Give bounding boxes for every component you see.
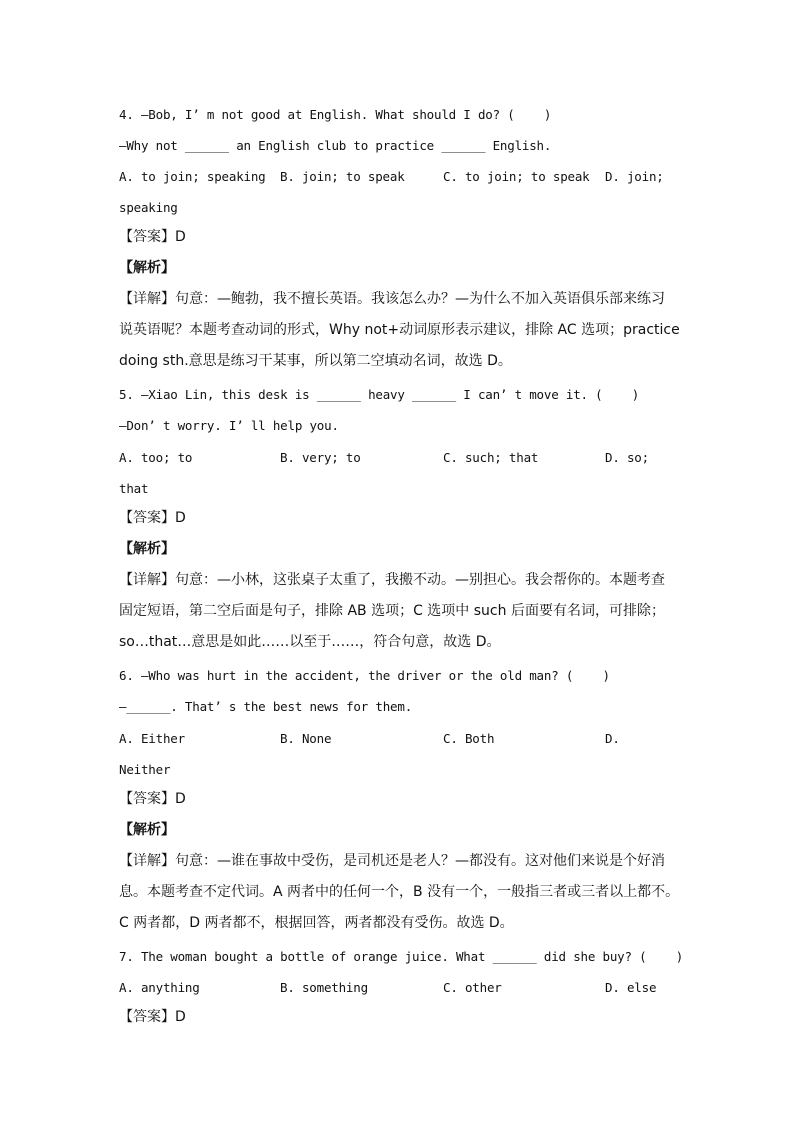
question-6-detail-line1: 【详解】句意：—谁在事故中受伤，是司机还是老人？—都没有。这对他们来说是个好消: [119, 853, 665, 869]
question-6-stem-line2: —______. That’ s the best news for them.: [119, 699, 413, 714]
question-4-option-d-overflow: speaking: [119, 200, 178, 215]
question-7-option-d: D. else: [605, 980, 657, 995]
question-7-option-b: B. something: [280, 980, 368, 995]
question-6-option-d-overflow: Neither: [119, 762, 171, 777]
question-6-option-a: A. Either: [119, 731, 185, 746]
question-5-analysis-label: 【解析】: [119, 541, 175, 557]
question-6-stem: 6. —Who was hurt in the accident, the driver or the old man? ( ): [119, 668, 610, 683]
question-5-option-c: C. such; that: [443, 450, 539, 465]
question-4-detail-line3: doing sth.意思是练习干某事，所以第二空填动名词，故选 D。: [119, 353, 512, 369]
question-6-option-b: B. None: [280, 731, 332, 746]
question-4-option-d: D. join;: [605, 169, 664, 184]
question-4-detail-line2: 说英语呢？本题考查动词的形式，Why not+动词原形表示建议，排除 AC 选项；practice: [119, 322, 680, 338]
question-5-option-b: B. very; to: [280, 450, 361, 465]
question-5-detail-line1: 【详解】句意：—小林，这张桌子太重了，我搬不动。—别担心。我会帮你的。本题考查: [119, 572, 665, 588]
question-7-option-c: C. other: [443, 980, 502, 995]
question-7-option-a: A. anything: [119, 980, 200, 995]
question-5-option-d-overflow: that: [119, 481, 149, 496]
question-6-option-d: D.: [605, 731, 620, 746]
question-6-analysis-label: 【解析】: [119, 822, 175, 838]
question-4-analysis-label: 【解析】: [119, 260, 175, 276]
question-7-stem: 7. The woman bought a bottle of orange juice. What ______ did she buy? ( ): [119, 949, 684, 964]
question-6-detail-line2: 息。本题考查不定代词。A 两者中的任何一个，B 没有一个，一般指三者或三者以上都不。: [119, 884, 680, 900]
question-5-detail-line3: so…that…意思是如此……以至于……，符合句意，故选 D。: [119, 634, 501, 650]
question-5-option-a: A. too; to: [119, 450, 193, 465]
question-7-answer: 【答案】D: [119, 1009, 186, 1025]
question-4-option-b: B. join; to speak: [280, 169, 405, 184]
question-4-answer: 【答案】D: [119, 229, 186, 245]
question-4-option-a: A. to join; speaking: [119, 169, 266, 184]
question-5-stem-line2: —Don’ t worry. I’ ll help you.: [119, 418, 339, 433]
question-6-detail-line3: C 两者都，D 两者都不，根据回答，两者都没有受伤。故选 D。: [119, 915, 514, 931]
question-4-detail-line1: 【详解】句意：—鲍勃，我不擅长英语。我该怎么办？—为什么不加入英语俱乐部来练习: [119, 291, 665, 307]
question-6-option-c: C. Both: [443, 731, 495, 746]
question-5-answer: 【答案】D: [119, 510, 186, 526]
question-4-stem-line2: —Why not ______ an English club to practice ______ English.: [119, 138, 552, 153]
question-4-stem: 4. —Bob, I’ m not good at English. What should I do? ( ): [119, 107, 552, 122]
question-5-option-d: D. so;: [605, 450, 649, 465]
question-6-answer: 【答案】D: [119, 791, 186, 807]
question-5-detail-line2: 固定短语，第二空后面是句子，排除 AB 选项；C 选项中 such 后面要有名词，可排除；: [119, 603, 665, 619]
question-5-stem: 5. —Xiao Lin, this desk is ______ heavy ______ I can’ t move it. ( ): [119, 387, 640, 402]
question-4-option-c: C. to join; to speak: [443, 169, 590, 184]
